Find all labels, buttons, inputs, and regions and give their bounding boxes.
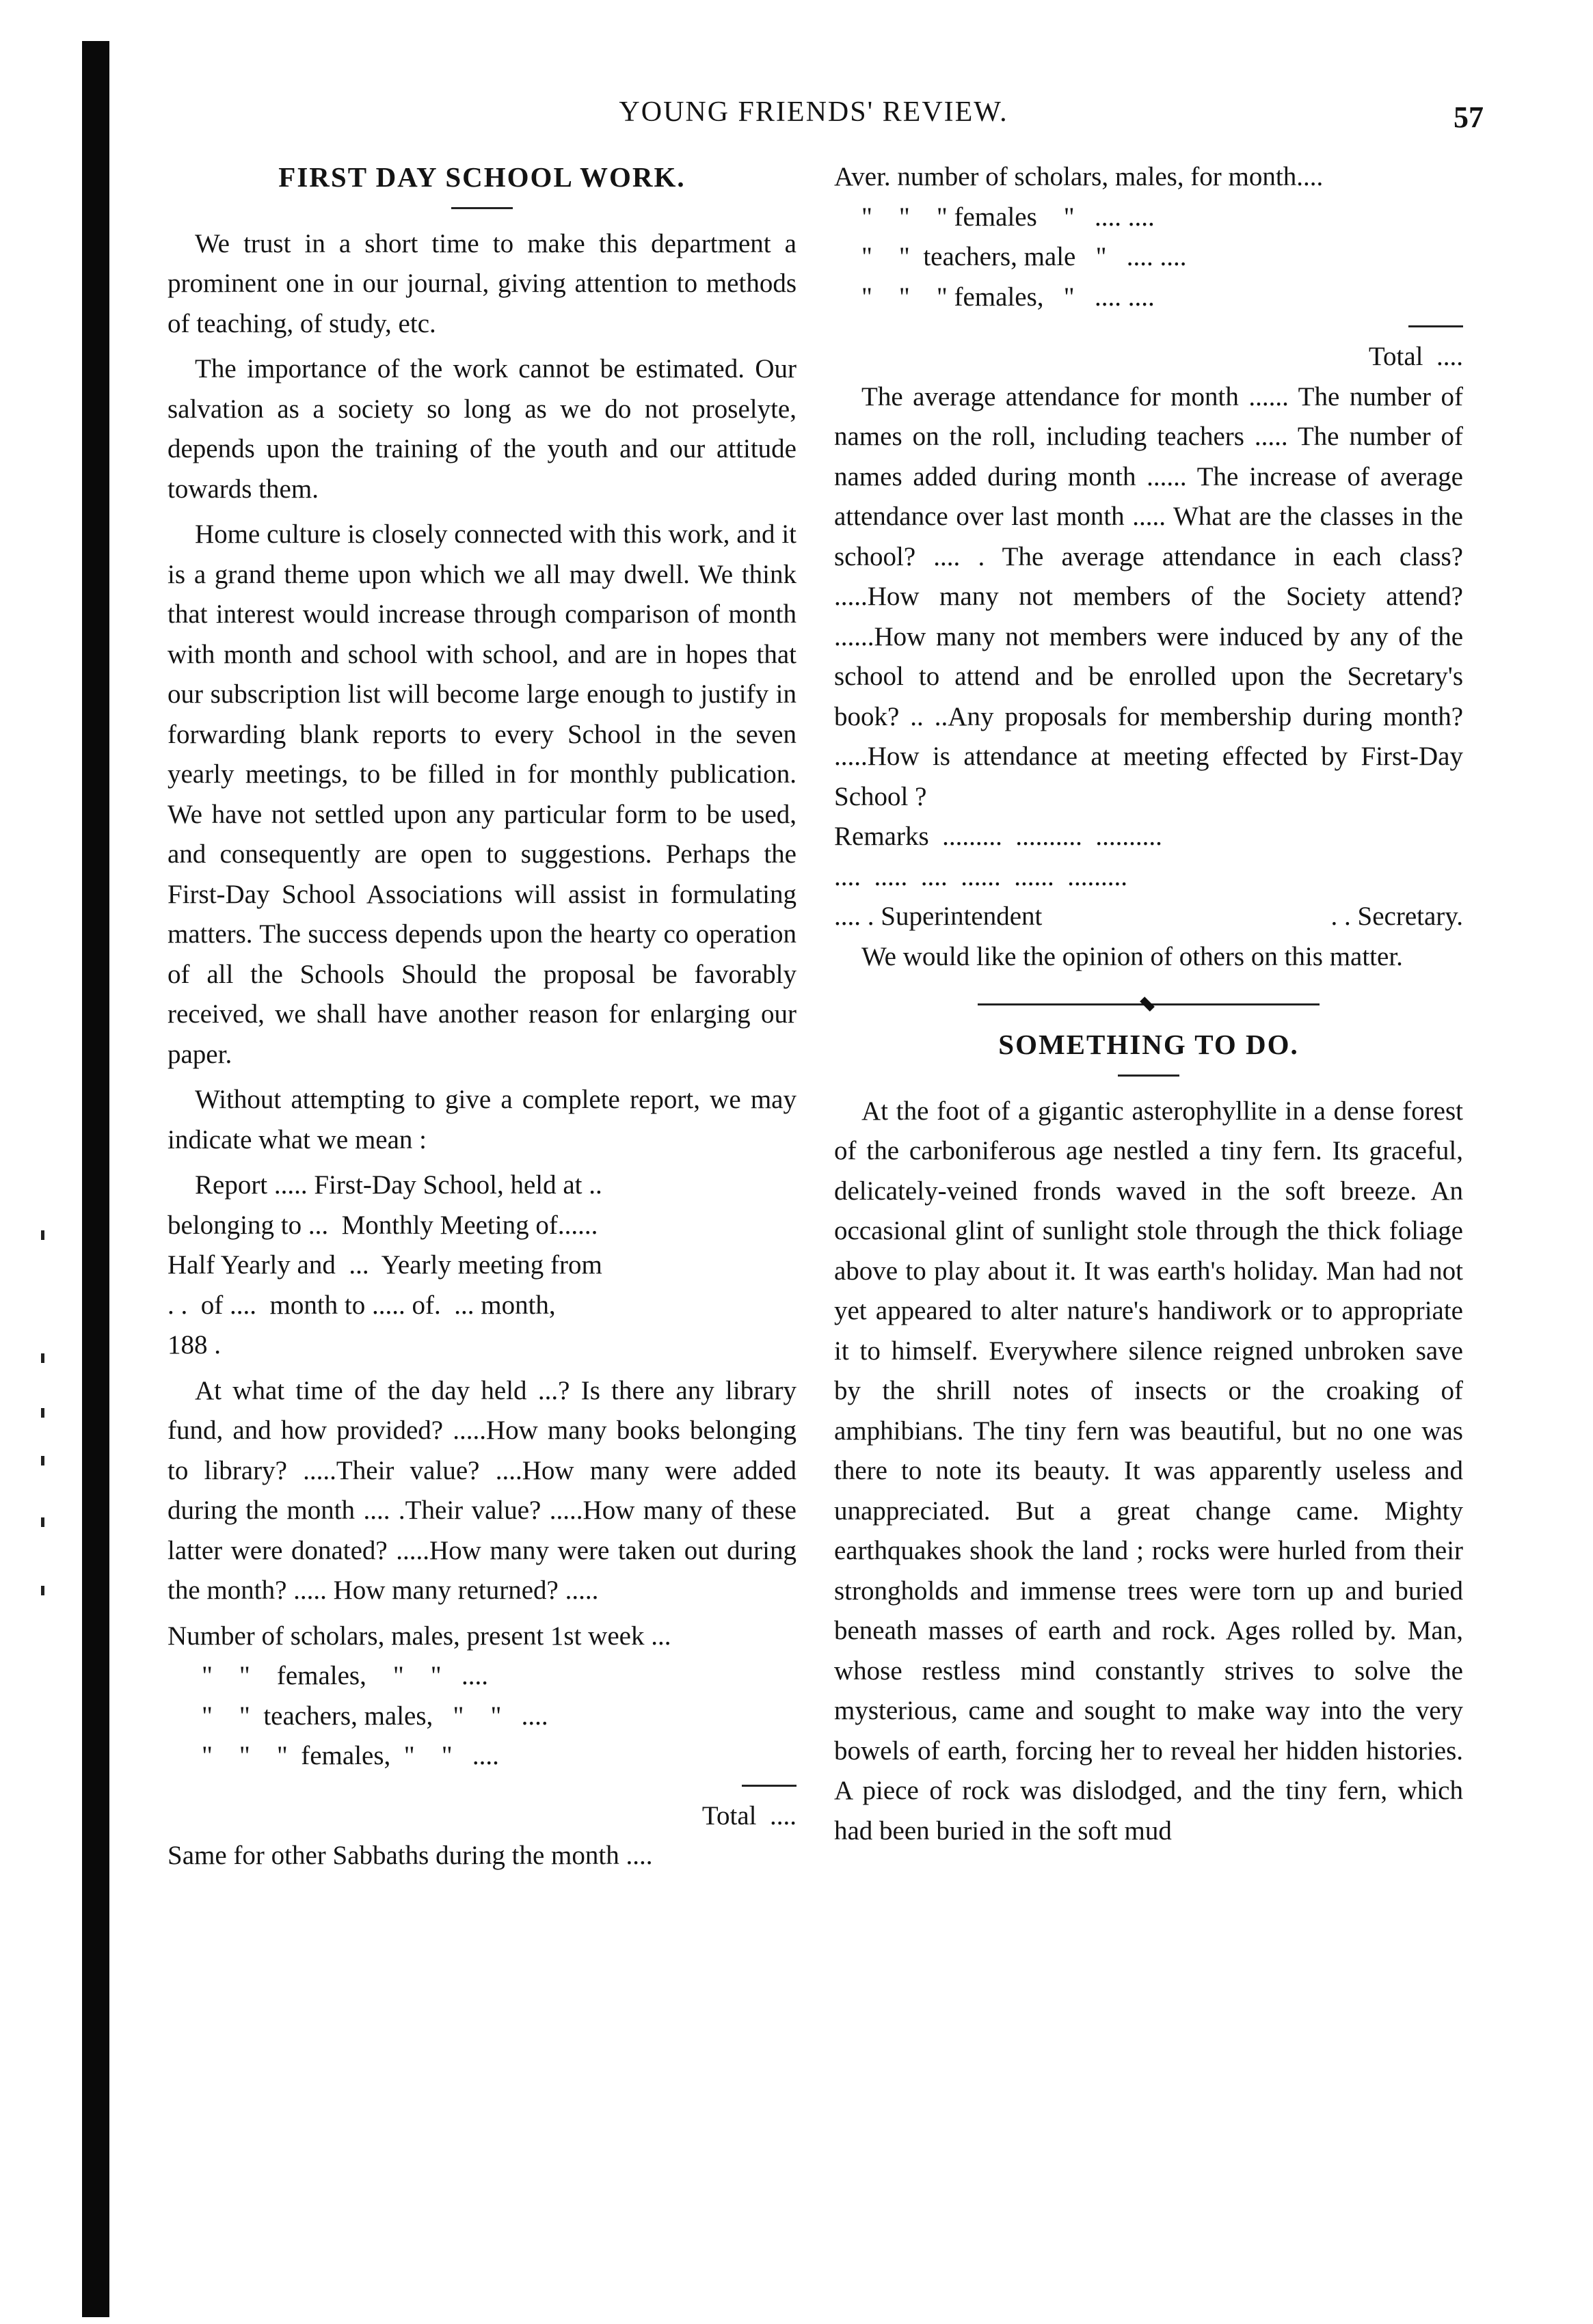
paragraph: Without attempting to give a complete report, we may indicate what we mean : bbox=[168, 1085, 796, 1154]
speck bbox=[41, 1517, 44, 1527]
dots-line: .... ..... .... ...... ...... ......... bbox=[834, 861, 1127, 891]
speck bbox=[41, 1353, 44, 1363]
scholars-line: " " females, " " .... bbox=[202, 1661, 488, 1690]
paragraph: The importance of the work cannot be estimated. Our salvation as a society so long as we do not proselyte, depends upon the training of the youth and our attitude towards them. bbox=[168, 354, 796, 504]
closing-paragraph: We would like the opinion of others on this matter. bbox=[861, 941, 1403, 971]
binding-edge bbox=[82, 41, 109, 2317]
average-line: " " teachers, male " .... .... bbox=[861, 242, 1187, 271]
journal-title: YOUNG FRIENDS' REVIEW. bbox=[619, 96, 1008, 128]
questions-paragraph: The average attendance for month ...... The number of names on the roll, including teachers ..... The number of names added during month ...... The increase of average attendance over last month ..... What are the classes in the school? .... . The average attendance in each class? .....How many not members of the Society attend? ......How many not members were induced by any of the school to attend and be enrolled upon the Secretary's book? .. ..Any proposals for membership during month? .....How is attendance at meeting effected by First-Day School ? bbox=[834, 381, 1463, 811]
margin-specks bbox=[27, 1230, 55, 2256]
report-form bbox=[168, 1165, 796, 1366]
paragraph: Home culture is closely connected with this work, and it is a grand theme upon which we all may dwell. We think that interest would increase through comparison of month with month and school with school, and are in hopes that our subscription list will become large enough to justify in forwarding blank reports to every School in the seven yearly meetings, to be filled in for monthly publication. We have not settled upon any particular form to be used, and consequently are open to suggestions. Perhaps the First-Day School Associations will assist in formulating matters. The success depends upon the hearty co operation of all the Schools Should the proposal be favorably received, we shall have another reason for enlarging our paper. bbox=[168, 519, 796, 1069]
total-label: Total .... bbox=[701, 1800, 796, 1830]
paragraph: We trust in a short time to make this department a prominent one in our journal, giving attention to methods of teaching, of study, etc. bbox=[168, 228, 796, 338]
remarks-line: Remarks ......... .......... .......... bbox=[834, 822, 1162, 851]
speck bbox=[41, 1586, 44, 1595]
average-table bbox=[834, 157, 1463, 317]
section-divider-ornament bbox=[978, 990, 1320, 1018]
total-rule bbox=[1408, 325, 1463, 327]
average-line: " " " females " .... .... bbox=[861, 202, 1155, 232]
heading-rule bbox=[451, 207, 513, 209]
secretary-label: . . Secretary. bbox=[1330, 902, 1463, 931]
scholars-line: Number of scholars, males, present 1st week ... bbox=[168, 1621, 671, 1651]
questions-paragraph: At what time of the day held ...? Is there any library fund, and how provided? .....How many books belonging to library? .....Their value? ....How many were added during the month .... .Their value? .....How many of these latter were donated? .....How many were taken out during the month? ..... How many returned? ..... bbox=[168, 1375, 796, 1605]
scholars-line: " " teachers, males, " " .... bbox=[202, 1701, 548, 1731]
article-paragraph: At the foot of a gigantic asterophyllite in a dense forest of the carboniferous age nestled a tiny fern. Its graceful, delicately-veined fronds waved in the soft breeze. An occasional glint of sunlight stole through the thick foliage above to play about it. It was earth's holiday. Man had not yet appeared to alter nature's handiwork or to appropriate it to himself. Everywhere silence reigned unbroken save by the shrill notes of insects or the croaking of amphibians. The tiny fern was beautiful, but no one was there to note its beauty. It was apparently useless and unappreciated. But a great change came. Mighty earthquakes shook the land ; rocks were hurled from their strongholds and immense trees were torn up and buried beneath masses of earth and rock. Ages rolled by. Man, whose restless mind constantly strives to solve the mysterious, came and sought to make way into the very bowels of earth, forcing her to reveal her hidden histories. A piece of rock was dislodged, and the tiny fern, which had been buried in the soft mud bbox=[834, 1096, 1463, 1846]
scholars-line: " " " females, " " .... bbox=[202, 1741, 499, 1770]
page-number: 57 bbox=[1454, 100, 1484, 134]
total-label: Total .... bbox=[1368, 342, 1463, 371]
heading-rule bbox=[1118, 1075, 1179, 1077]
right-column bbox=[834, 157, 1463, 1851]
form-line: 188 . bbox=[168, 1330, 221, 1360]
same-for-sabbaths-line: Same for other Sabbaths during the month .... bbox=[168, 1841, 653, 1870]
signature-row bbox=[834, 897, 1463, 937]
running-head bbox=[0, 96, 1593, 144]
left-column bbox=[168, 157, 796, 1876]
speck bbox=[41, 1408, 44, 1418]
divider-diamond-icon bbox=[1140, 997, 1155, 1012]
form-line: belonging to ... Monthly Meeting of...... bbox=[168, 1210, 598, 1240]
superintendent-label: .... . Superintendent bbox=[834, 902, 1043, 931]
form-line: Report ..... First-Day School, held at .. bbox=[195, 1170, 602, 1200]
average-line: Aver. number of scholars, males, for month.... bbox=[834, 162, 1324, 191]
article-heading-something-to-do: SOMETHING TO DO. bbox=[998, 1029, 1299, 1060]
form-line: Half Yearly and ... Yearly meeting from bbox=[168, 1250, 602, 1280]
speck bbox=[41, 1456, 44, 1465]
article-heading-first-day-school: FIRST DAY SCHOOL WORK. bbox=[278, 161, 686, 193]
scholars-table bbox=[168, 1617, 796, 1776]
speck bbox=[41, 1230, 44, 1240]
average-line: " " " females, " .... .... bbox=[861, 282, 1155, 312]
form-line: . . of .... month to ..... of. ... month, bbox=[168, 1290, 556, 1320]
total-rule bbox=[742, 1785, 796, 1787]
